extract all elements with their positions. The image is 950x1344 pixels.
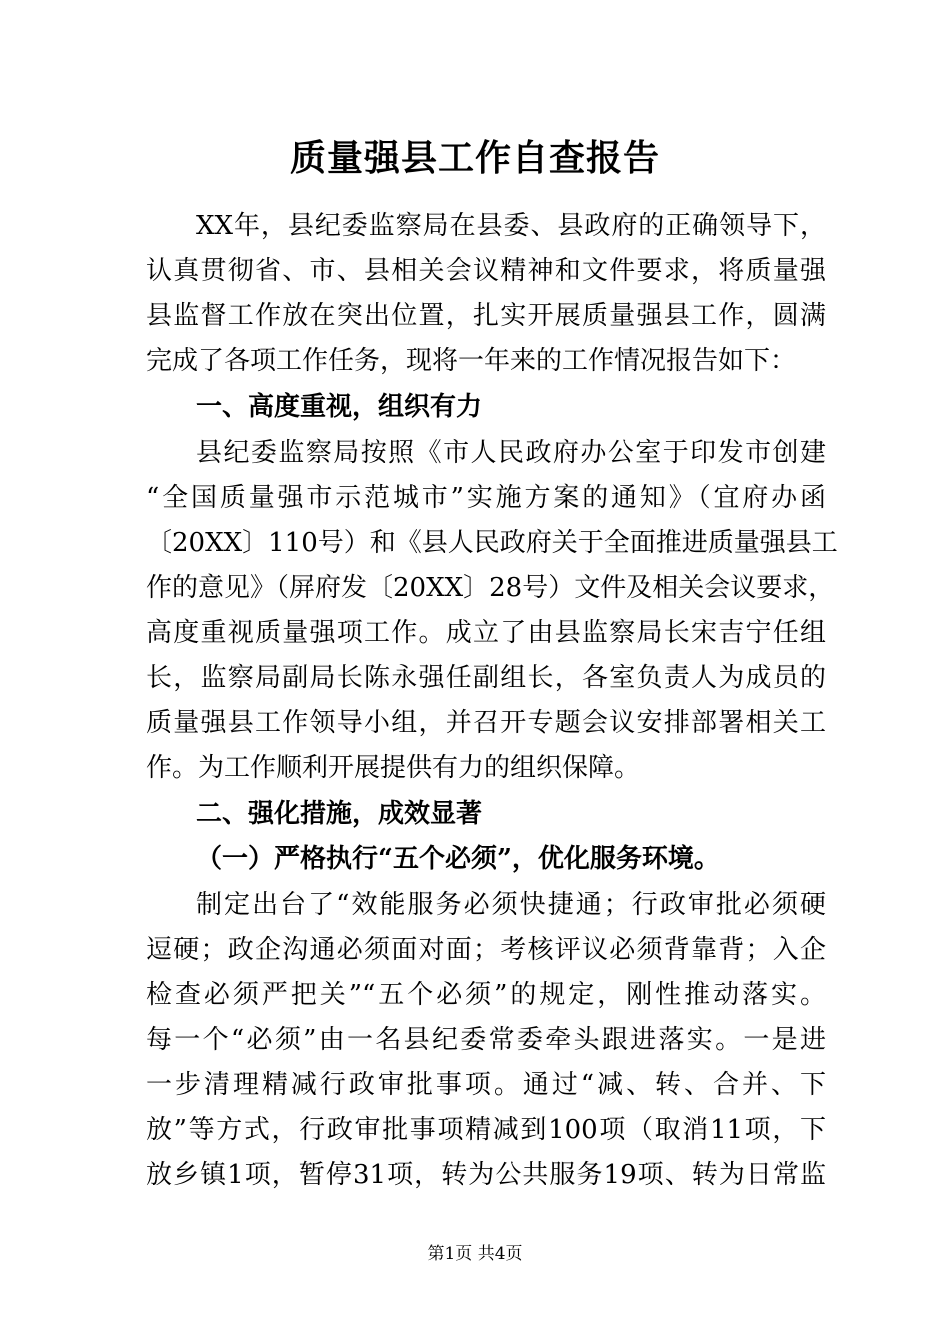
section1-line-8: 作。为工作顺利开展提供有力的组织保障。 [146,753,641,783]
section1-line-7: 质量强县工作领导小组，并召开专题会议安排部署相关工 [146,708,826,738]
section2-sub-heading: （一）严格执行“五个必须”，优化服务环境。 [196,844,720,874]
section1-line-5: 高度重视质量强项工作。成立了由县监察局长宋吉宁任组 [146,618,826,648]
section1-heading: 一、高度重视，组织有力 [196,392,483,422]
section2-line-2: 逗硬；政企沟通必须面对面；考核评议必须背靠背；入企 [146,935,826,965]
section1-line-6: 长，监察局副局长陈永强任副组长，各室负责人为成员的 [146,663,826,693]
section2-line-1: 制定出台了“效能服务必须快捷通；行政审批必须硬 [196,890,826,920]
section2-line-5: 一步清理精减行政审批事项。通过“减、转、合并、下 [146,1070,826,1100]
intro-line-4: 完成了各项工作任务，现将一年来的工作情况报告如下： [146,346,797,376]
section2-line-3: 检查必须严把关”“五个必须”的规定，刚性推动落实。 [146,980,826,1010]
section1-line-4: 作的意见》（屏府发〔20XX〕28号）文件及相关会议要求， [146,573,835,603]
section1-line-2: “全国质量强市示范城市”实施方案的通知》（宜府办函 [146,483,826,513]
section2-line-7: 放乡镇1项，暂停31项，转为公共服务19项、转为日常监 [146,1160,826,1190]
section2-line-4: 每一个“必须”由一名县纪委常委牵头跟进落实。一是进 [146,1025,826,1055]
section1-line-3: 〔20XX〕110号）和《县人民政府关于全面推进质量强县工 [146,528,838,558]
page-footer: 第1页 共4页 [427,1244,523,1264]
intro-line-3: 县监督工作放在突出位置，扎实开展质量强县工作，圆满 [146,301,826,331]
section1-line-1: 县纪委监察局按照《市人民政府办公室于印发市创建 [196,438,826,468]
intro-line-1: XX年，县纪委监察局在县委、县政府的正确领导下， [196,211,826,241]
section2-heading: 二、强化措施，成效显著 [196,799,483,829]
section2-line-6: 放”等方式，行政审批事项精减到100项（取消11项，下 [146,1115,826,1145]
document-title: 质量强县工作自查报告 [289,137,660,179]
intro-line-2: 认真贯彻省、市、县相关会议精神和文件要求，将质量强 [146,256,826,286]
